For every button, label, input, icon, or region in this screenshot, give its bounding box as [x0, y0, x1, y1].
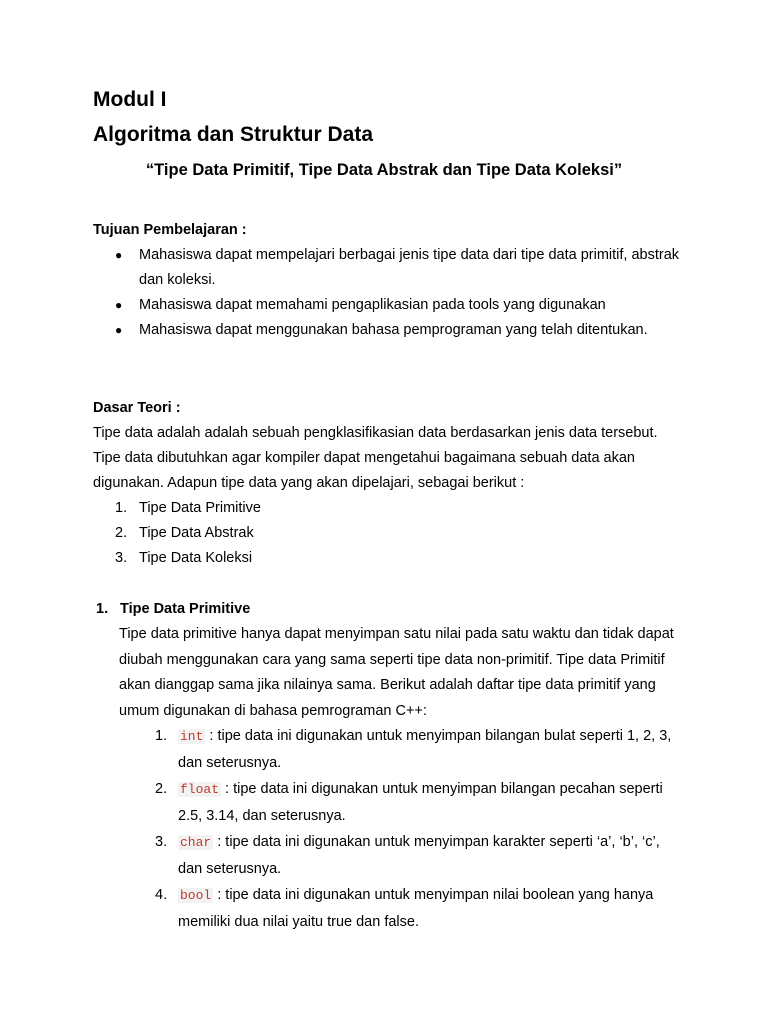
list-number: 1.	[115, 500, 128, 516]
list-number: 2.	[155, 781, 168, 797]
objectives-section	[93, 218, 683, 343]
course-title: Algoritma dan Struktur Data	[93, 123, 374, 146]
document-subtitle: “Tipe Data Primitif, Tipe Data Abstrak dan Tipe Data Koleksi”	[145, 161, 623, 179]
list-item	[93, 496, 683, 521]
objective-text: Mahasiswa dapat mempelajari berbagai jenis tipe data dari tipe data primitif, abstrak dan koleksi.	[139, 247, 680, 288]
type-description: : tipe data ini digunakan untuk menyimpan bilangan pecahan seperti 2.5, 3.14, dan seterusnya.	[178, 781, 663, 824]
bullet-icon: ●	[115, 248, 123, 262]
type-description: : tipe data ini digunakan untuk menyimpan bilangan bulat seperti 1, 2, 3, dan seterusnya.	[178, 728, 672, 771]
list-item	[155, 882, 685, 935]
list-number: 3.	[155, 834, 168, 850]
list-number: 3.	[115, 550, 128, 566]
list-item	[93, 546, 683, 571]
section-title: Tipe Data Primitive	[120, 601, 251, 617]
list-item	[93, 293, 683, 318]
list-label: Tipe Data Abstrak	[139, 525, 254, 541]
list-item	[93, 318, 683, 343]
list-item	[155, 723, 685, 776]
theory-heading: Dasar Teori :	[93, 400, 181, 416]
list-item	[155, 776, 685, 829]
type-keyword: int	[180, 729, 204, 744]
type-description: : tipe data ini digunakan untuk menyimpan karakter seperti ‘a’, ‘b’, ‘c’, dan seterusnya.	[178, 834, 660, 877]
list-number: 4.	[155, 887, 168, 903]
primitive-types-list	[155, 723, 685, 935]
type-description: : tipe data ini digunakan untuk menyimpan nilai boolean yang hanya memiliki dua nilai yaitu true dan false.	[178, 887, 654, 930]
theory-list	[93, 496, 683, 571]
list-item	[155, 829, 685, 882]
theory-paragraph: Tipe data adalah adalah sebuah pengklasifikasian data berdasarkan jenis data tersebut. Tipe data dibutuhkan agar kompiler dapat mengetahui bagaimana sebuah data akan digunakan. Adapun tipe data yang akan dipelajari, sebagai berikut :	[93, 425, 658, 491]
type-keyword: char	[180, 835, 212, 850]
list-item	[93, 243, 683, 293]
objectives-list	[93, 243, 683, 343]
list-number: 1.	[155, 728, 168, 744]
section-paragraph: Tipe data primitive hanya dapat menyimpan satu nilai pada satu waktu dan tidak dapat diubah menggunakan cara yang sama seperti tipe data non-primitif. Tipe data Primitif akan dianggap sama jika nilainya sama. Berikut adalah daftar tipe data primitif yang umum digunakan di bahasa pemrograman C++:	[119, 626, 674, 719]
section-heading	[96, 597, 250, 622]
list-item	[93, 521, 683, 546]
list-label: Tipe Data Primitive	[139, 500, 261, 516]
type-keyword: float	[180, 782, 220, 797]
section-number: 1.	[96, 601, 109, 617]
module-title: Modul I	[93, 88, 167, 111]
type-keyword: bool	[180, 888, 212, 903]
list-number: 2.	[115, 525, 128, 541]
objectives-heading: Tujuan Pembelajaran :	[93, 222, 247, 238]
objective-text: Mahasiswa dapat memahami pengaplikasian pada tools yang digunakan	[139, 297, 606, 313]
theory-section	[93, 396, 683, 571]
list-label: Tipe Data Koleksi	[139, 550, 253, 566]
bullet-icon: ●	[115, 298, 123, 312]
bullet-icon: ●	[115, 323, 123, 337]
objective-text: Mahasiswa dapat menggunakan bahasa pemprograman yang telah ditentukan.	[139, 322, 648, 338]
